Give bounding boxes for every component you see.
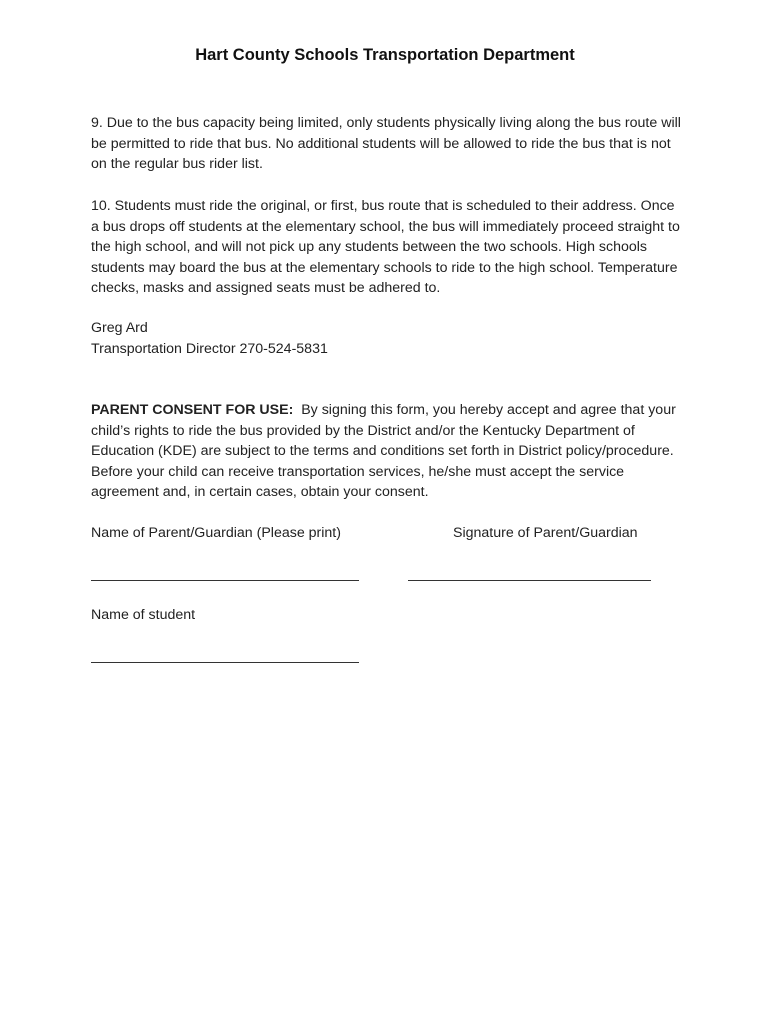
parent-name-field[interactable]: [91, 580, 359, 581]
parent-name-label: Name of Parent/Guardian (Please print): [91, 525, 341, 541]
student-name-field[interactable]: [91, 662, 359, 663]
consent-body: By signing this form, you hereby accept and agree that your child’s rights to ride the bus provided by the District and/or the Kentucky Department of Education (KDE) are subject to the terms and conditions set forth in District policy/procedure. Before your child can receive transportation services, he/she must accept the service agreement and, in certain cases, obtain your consent.: [91, 402, 676, 501]
signatory-name: Greg Ard: [91, 320, 148, 336]
document-title: Hart County Schools Transportation Department: [195, 46, 575, 64]
parent-signature-label: Signature of Parent/Guardian: [453, 525, 638, 541]
signatory-title: Transportation Director 270-524-5831: [91, 340, 328, 357]
consent-heading: PARENT CONSENT FOR USE:: [91, 402, 294, 418]
student-name-label: Name of student: [91, 607, 196, 623]
signatory-block: [91, 318, 686, 359]
policy-item-10: 10. Students must ride the original, or first, bus route that is scheduled to their address. Once a bus drops off students at the elementary school, the bus will immediately proceed straight to the high school, and will not pick up any students between the two schools. High schools students may board the bus at the elementary schools to ride to the high school. Temperature checks, masks and assigned seats must be adhered to.: [91, 198, 680, 297]
parent-signature-field[interactable]: [408, 580, 651, 581]
policy-item-9: 9. Due to the bus capacity being limited, only students physically living along the bus route will be permitted to ride that bus. No additional students will be allowed to ride the bus that is not on the regular bus rider list.: [91, 115, 681, 173]
parent-consent-paragraph: [91, 400, 686, 503]
